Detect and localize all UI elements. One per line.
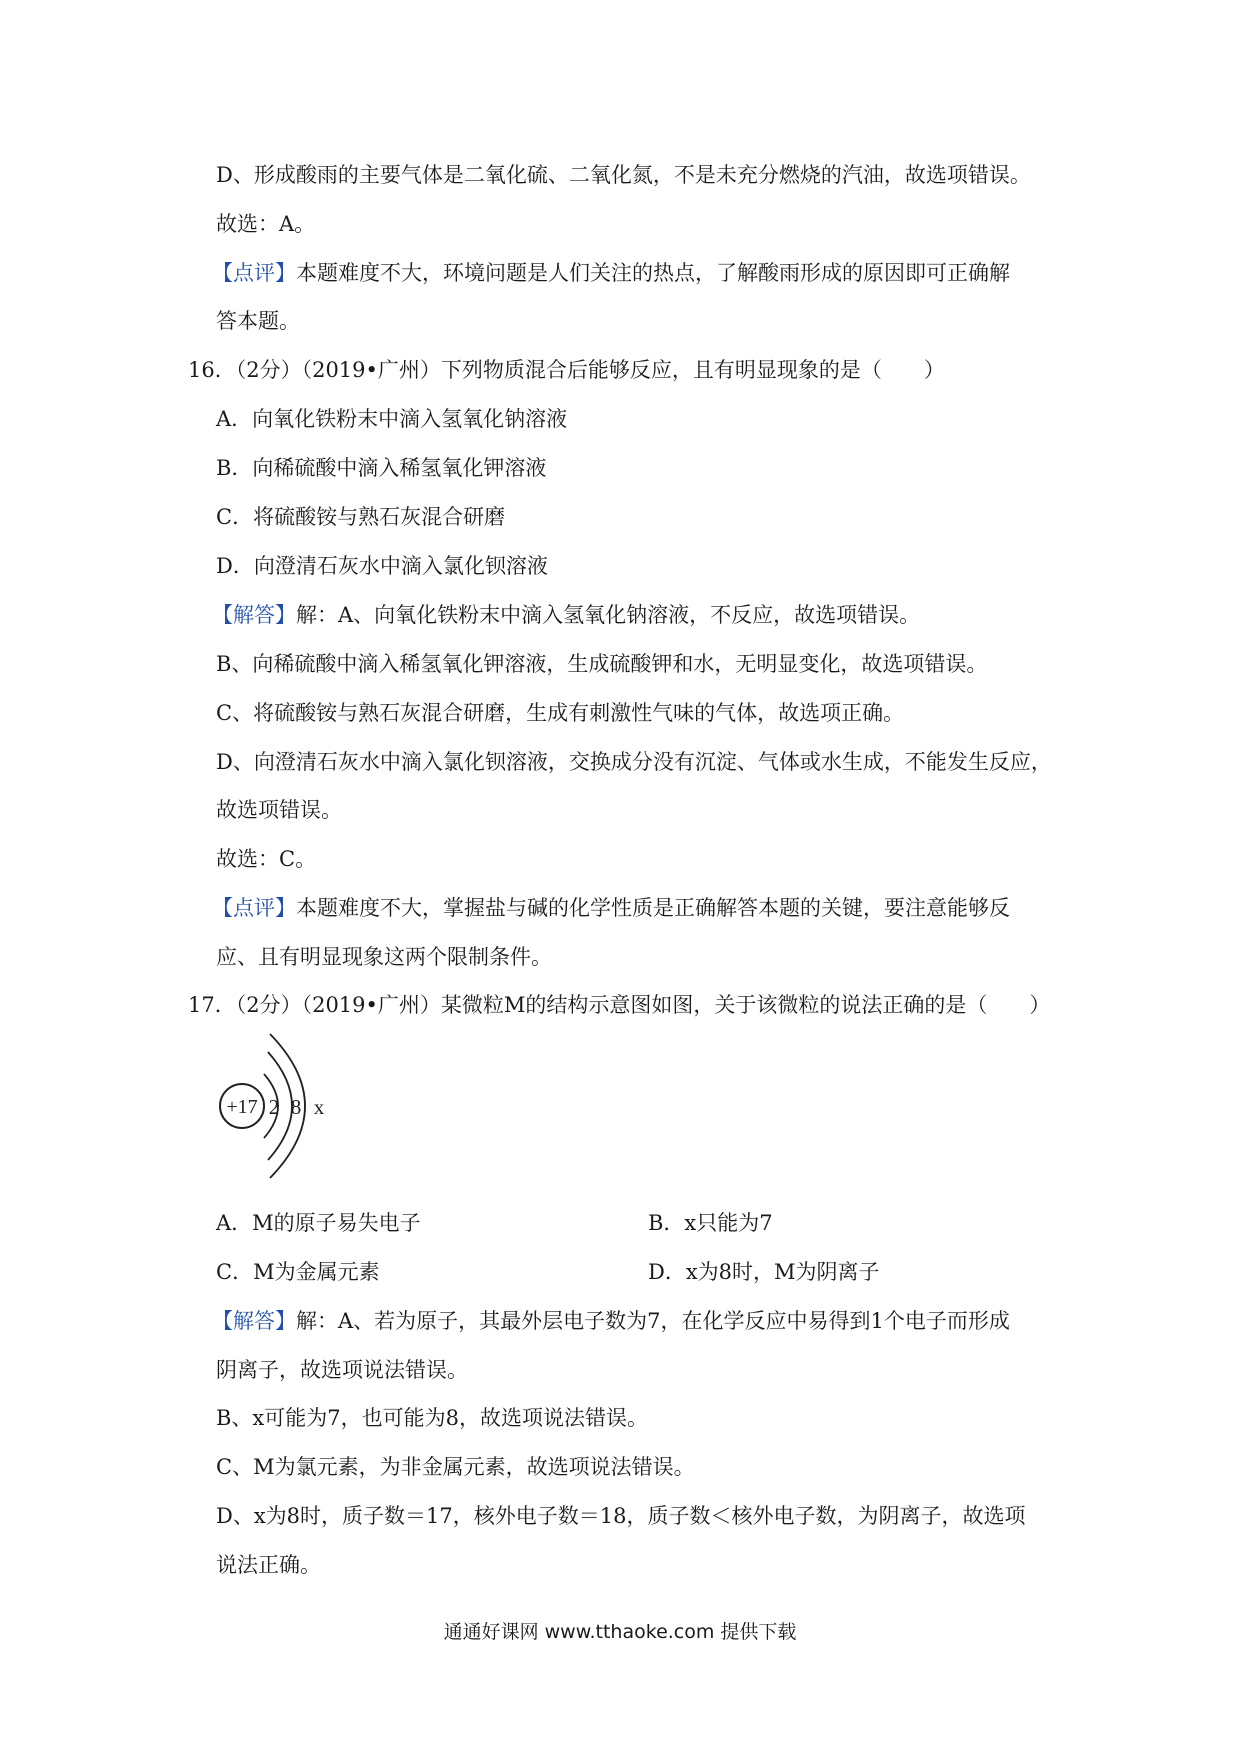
q16-solution-d-cont: 故选项错误。	[216, 798, 342, 822]
q17-option-c: C．M为金属元素	[216, 1260, 380, 1284]
q15-answer: 故选：A。	[216, 212, 316, 236]
q16-option-c: C．将硫酸铵与熟石灰混合研磨	[216, 505, 506, 529]
shell-2-electrons: 8	[290, 1095, 302, 1119]
solution-tag: 【解答】	[212, 1309, 296, 1333]
comment-text: 本题难度不大，掌握盐与碱的化学性质是正确解答本题的关键，要注意能够反	[296, 896, 1010, 920]
comment-tag: 【点评】	[212, 261, 296, 285]
q16-comment	[212, 893, 1010, 923]
q17-solution-a-cont: 阴离子，故选项说法错误。	[216, 1358, 468, 1382]
q15-comment	[212, 258, 1010, 288]
comment-text: 本题难度不大，环境问题是人们关注的热点，了解酸雨形成的原因即可正确解	[296, 261, 1010, 285]
q15-option-d-explanation: D、形成酸雨的主要气体是二氧化硫、二氧化氮，不是未充分燃烧的汽油，故选项错误。	[216, 163, 1031, 187]
q17-stem: 17．（2分）（2019•广州）某微粒M的结构示意图如图，关于该微粒的说法正确的是（ ）	[188, 993, 1051, 1017]
shell-1-electrons: 2	[268, 1095, 280, 1119]
q17-solution-d-cont: 说法正确。	[216, 1553, 321, 1577]
shell-3-electrons: x	[313, 1095, 325, 1119]
q16-solution-d: D、向澄清石灰水中滴入氯化钡溶液，交换成分没有沉淀、气体或水生成，不能发生反应，	[216, 750, 1052, 774]
q16-answer: 故选：C。	[216, 847, 317, 871]
q16-option-a: A．向氧化铁粉末中滴入氢氧化钠溶液	[216, 407, 568, 431]
q17-solution-b: B、x可能为7，也可能为8，故选项说法错误。	[216, 1406, 648, 1430]
q16-stem: 16．（2分）（2019•广州）下列物质混合后能够反应，且有明显现象的是（ ）	[188, 358, 945, 382]
solution-text: 解：A、向氧化铁粉末中滴入氢氧化钠溶液，不反应，故选项错误。	[296, 603, 921, 627]
q16-solution-b: B、向稀硫酸中滴入稀氢氧化钾溶液，生成硫酸钾和水，无明显变化，故选项错误。	[216, 652, 988, 676]
q17-option-d: D．x为8时，M为阴离子	[648, 1260, 880, 1284]
q17-solution-c: C、M为氯元素，为非金属元素，故选项说法错误。	[216, 1455, 695, 1479]
q16-solution	[212, 600, 920, 630]
solution-tag: 【解答】	[212, 603, 296, 627]
q16-comment-cont: 应、且有明显现象这两个限制条件。	[216, 945, 552, 969]
atomic-structure-diagram	[212, 1030, 342, 1190]
q16-solution-c: C、将硫酸铵与熟石灰混合研磨，生成有刺激性气味的气体，故选项正确。	[216, 701, 905, 725]
q16-option-b: B．向稀硫酸中滴入稀氢氧化钾溶液	[216, 456, 547, 480]
solution-text: 解：A、若为原子，其最外层电子数为7，在化学反应中易得到1个电子而形成	[296, 1309, 1010, 1333]
q16-option-d: D．向澄清石灰水中滴入氯化钡溶液	[216, 554, 548, 578]
q15-comment-cont: 答本题。	[216, 309, 300, 333]
q17-solution	[212, 1306, 1010, 1336]
nucleus-charge: +17	[226, 1096, 258, 1118]
q17-option-a: A．M的原子易失电子	[216, 1211, 421, 1235]
q17-option-b: B．x只能为7	[648, 1211, 773, 1235]
q17-solution-d: D、x为8时，质子数＝17，核外电子数＝18，质子数＜核外电子数，为阴离子，故选项	[216, 1504, 1026, 1528]
comment-tag: 【点评】	[212, 896, 296, 920]
footer-watermark: 通通好课网 www.tthaoke.com 提供下载	[443, 1621, 797, 1643]
